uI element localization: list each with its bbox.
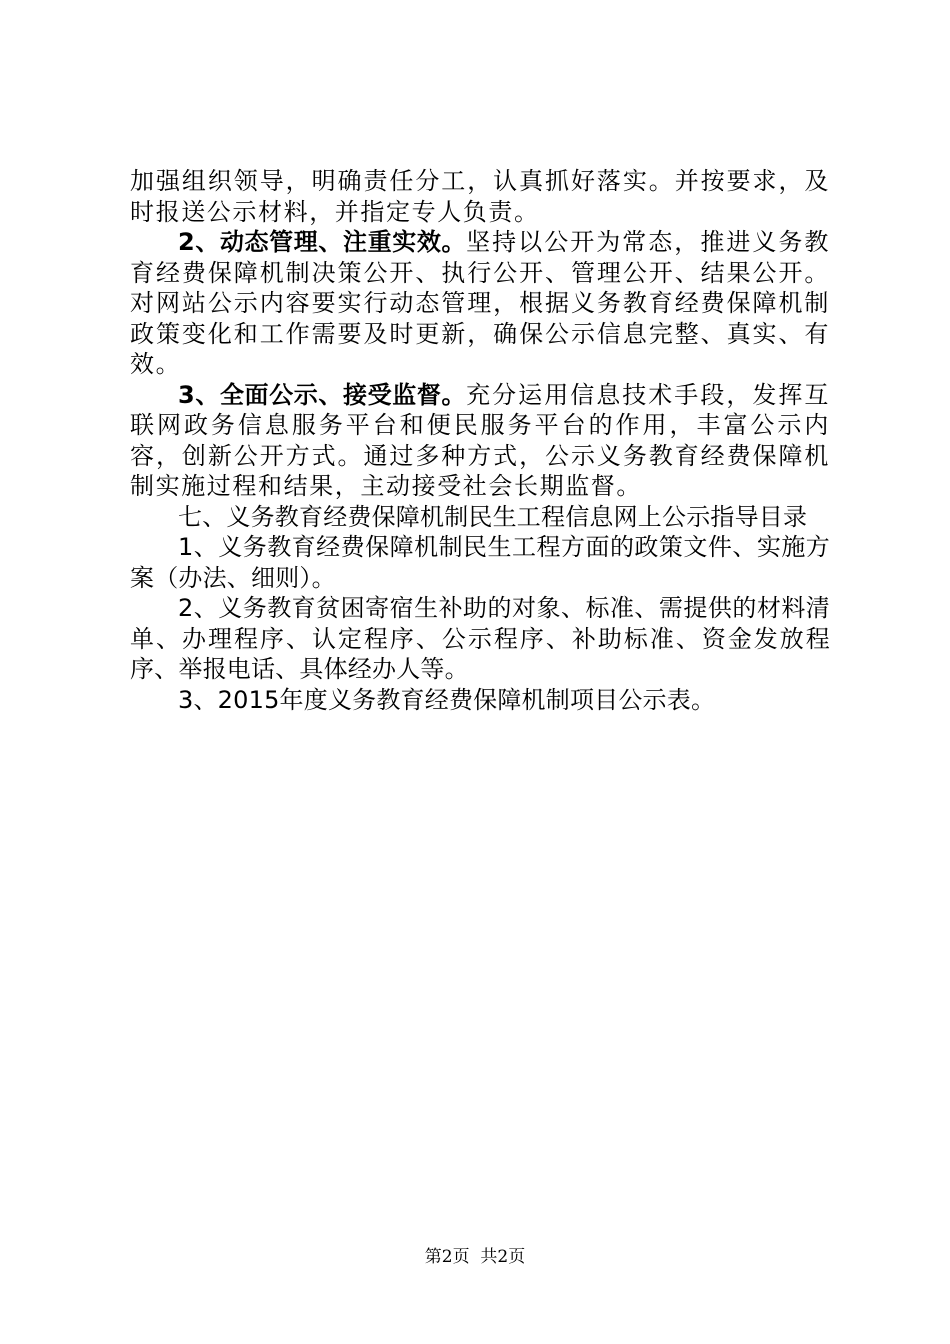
section-heading-7: 七、义务教育经费保障机制民生工程信息网上公示指导目录 [178,502,808,531]
footer-page-prefix: 第 [424,1247,442,1267]
footer-page-suffix: 页 [508,1247,526,1267]
footer-page-mid: 页 共 [452,1247,498,1267]
paragraph-lead-public-supervision: 3、全面公示、接受监督。 [178,380,467,409]
page-footer [0,1242,950,1267]
footer-page-total: 2 [497,1247,509,1267]
paragraph-lead-dynamic-management: 2、动态管理、注重实效。 [178,228,467,256]
document-body [130,166,830,715]
paragraph-dynamic-management [130,227,830,380]
paragraph-body-public-supervision: 充分运用信息技术手段，发挥互联网政务信息服务平台和便民服务平台的作用，丰富公示内容，创新公开方式。通过多种方式，公示义务教育经费保障机制实施过程和结果，主动接受社会长期监督。 [130,380,830,500]
list-item-policy-documents: 1、义务教育经费保障机制民生工程方面的政策文件、实施方案（办法、细则）。 [130,533,830,592]
footer-page-current: 2 [441,1247,453,1267]
paragraph-body-dynamic-management: 坚持以公开为常态，推进义务教育经费保障机制决策公开、执行公开、管理公开、结果公开。对网站公示内容要实行动态管理，根据义务教育经费保障机制政策变化和工作需要及时更新，确保公示信息完整、真实、有效。 [130,228,830,378]
list-item-project-table: 3、2015年度义务教育经费保障机制项目公示表。 [178,685,716,714]
paragraph-organization: 加强组织领导，明确责任分工，认真抓好落实。并按要求，及时报送公示材料，并指定专人负责。 [130,167,830,226]
paragraph-public-supervision [130,380,830,502]
list-item-boarding-subsidy: 2、义务教育贫困寄宿生补助的对象、标准、需提供的材料清单、办理程序、认定程序、公示程序、补助标准、资金发放程序、举报电话、具体经办人等。 [130,594,830,683]
